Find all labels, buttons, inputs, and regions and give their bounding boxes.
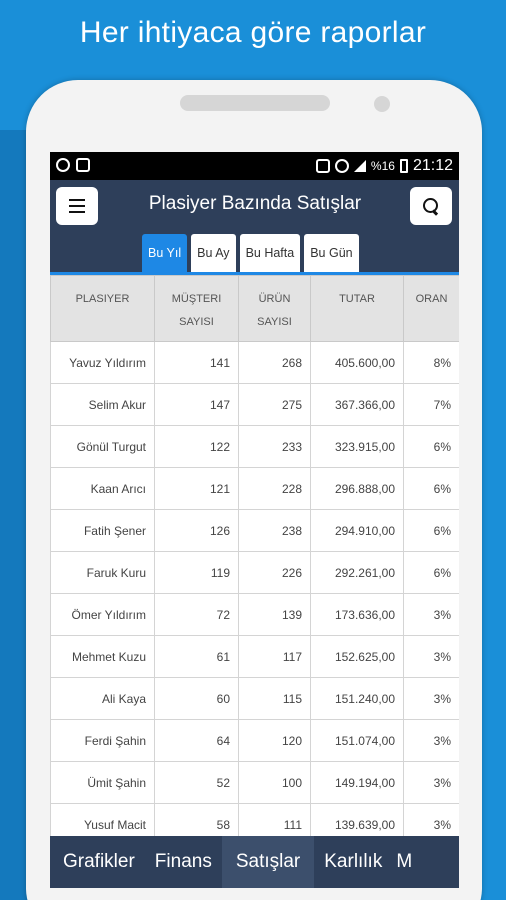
tab-bu-hafta[interactable]: Bu Hafta [240,234,301,272]
search-icon [423,198,439,214]
cell-plasiyer: Ali Kaya [51,678,155,720]
signal-icon [354,160,366,172]
phone-camera [374,96,390,112]
cell-tutar: 367.366,00 [311,384,404,426]
cell-oran: 3% [404,594,460,636]
cell-plasiyer: Selim Akur [51,384,155,426]
cell-urun-sayisi: 139 [239,594,311,636]
cell-oran: 8% [404,342,460,384]
bag-icon [76,158,90,172]
cell-tutar: 296.888,00 [311,468,404,510]
header-urun-sayisi[interactable]: ÜRÜN SAYISI [239,276,311,342]
nav-finans[interactable]: Finans [154,851,212,872]
nfc-icon [316,159,330,173]
table-row[interactable] [51,510,460,552]
status-bar [50,152,459,180]
table-row[interactable] [51,468,460,510]
cell-musteri-sayisi: 60 [155,678,239,720]
table-row[interactable] [51,762,460,804]
cell-urun-sayisi: 120 [239,720,311,762]
cell-urun-sayisi: 275 [239,384,311,426]
cell-oran: 6% [404,468,460,510]
table-row[interactable] [51,384,460,426]
cell-urun-sayisi: 117 [239,636,311,678]
status-time: 21:12 [412,157,453,174]
cell-oran: 6% [404,426,460,468]
nav-karlilik[interactable]: Karlılık [324,851,383,872]
cell-urun-sayisi: 226 [239,552,311,594]
nav-satislar[interactable]: Satışlar [222,836,314,888]
table-row[interactable] [51,636,460,678]
phone-speaker [180,95,330,111]
cell-oran: 3% [404,678,460,720]
cell-urun-sayisi: 238 [239,510,311,552]
cell-urun-sayisi: 233 [239,426,311,468]
cell-musteri-sayisi: 121 [155,468,239,510]
cell-tutar: 151.074,00 [311,720,404,762]
cell-urun-sayisi: 228 [239,468,311,510]
cell-tutar: 405.600,00 [311,342,404,384]
table-header-row [51,276,460,342]
cell-plasiyer: Gönül Turgut [51,426,155,468]
page-title: Plasiyer Bazında Satışlar [148,193,362,214]
table-body [51,342,460,846]
cell-tutar: 292.261,00 [311,552,404,594]
table-row[interactable] [51,678,460,720]
table-row[interactable] [51,552,460,594]
cell-urun-sayisi: 268 [239,342,311,384]
sales-table-container[interactable] [50,275,459,846]
battery-percent: %16 [370,159,395,173]
cell-plasiyer: Ümit Şahin [51,762,155,804]
tab-bu-ay[interactable]: Bu Ay [191,234,235,272]
cell-oran: 3% [404,636,460,678]
cell-oran: 3% [404,720,460,762]
table-row[interactable] [51,342,460,384]
cell-tutar: 323.915,00 [311,426,404,468]
cell-plasiyer: Fatih Şener [51,510,155,552]
sales-table [50,275,459,846]
table-row[interactable] [51,594,460,636]
cell-musteri-sayisi: 52 [155,762,239,804]
cell-tutar: 152.625,00 [311,636,404,678]
battery-icon [400,159,408,173]
cell-tutar: 294.910,00 [311,510,404,552]
cell-musteri-sayisi: 72 [155,594,239,636]
cell-oran: 3% [404,804,460,846]
cell-plasiyer: Faruk Kuru [51,552,155,594]
cell-urun-sayisi: 115 [239,678,311,720]
cell-oran: 7% [404,384,460,426]
cell-tutar: 149.194,00 [311,762,404,804]
cell-musteri-sayisi: 119 [155,552,239,594]
cell-plasiyer: Ferdi Şahin [51,720,155,762]
cell-musteri-sayisi: 126 [155,510,239,552]
table-row[interactable] [51,426,460,468]
cell-plasiyer: Yusuf Macit [51,804,155,846]
cell-musteri-sayisi: 141 [155,342,239,384]
header-musteri-sayisi[interactable]: MÜŞTERI SAYISI [155,276,239,342]
cell-plasiyer: Mehmet Kuzu [51,636,155,678]
cell-musteri-sayisi: 122 [155,426,239,468]
cell-oran: 6% [404,510,460,552]
phone-screen [50,152,459,888]
cell-tutar: 151.240,00 [311,678,404,720]
cell-plasiyer: Ömer Yıldırım [51,594,155,636]
cell-oran: 6% [404,552,460,594]
promo-headline: Her ihtiyaca göre raporlar [79,16,427,49]
alarm-icon [335,159,349,173]
nav-more[interactable]: M [396,851,413,872]
cell-tutar: 139.639,00 [311,804,404,846]
header-oran[interactable]: ORAN [404,276,460,342]
nav-grafikler[interactable]: Grafikler [63,851,135,872]
cell-musteri-sayisi: 64 [155,720,239,762]
header-plasiyer[interactable]: PLASIYER [51,276,155,342]
cell-urun-sayisi: 111 [239,804,311,846]
cell-musteri-sayisi: 58 [155,804,239,846]
search-button[interactable] [410,187,452,225]
tab-bu-gun[interactable]: Bu Gün [304,234,358,272]
menu-button[interactable] [56,187,98,225]
period-tabs [142,234,359,272]
hamburger-menu-icon [69,199,85,213]
cell-musteri-sayisi: 147 [155,384,239,426]
cell-plasiyer: Yavuz Yıldırım [51,342,155,384]
cell-urun-sayisi: 100 [239,762,311,804]
tab-bu-yil[interactable]: Bu Yıl [142,234,187,272]
header-tutar[interactable]: TUTAR [311,276,404,342]
notification-icon [56,158,70,172]
app-bar [50,180,459,272]
cell-tutar: 173.636,00 [311,594,404,636]
table-row[interactable] [51,720,460,762]
cell-musteri-sayisi: 61 [155,636,239,678]
bottom-navigation [50,836,459,888]
cell-plasiyer: Kaan Arıcı [51,468,155,510]
cell-oran: 3% [404,762,460,804]
